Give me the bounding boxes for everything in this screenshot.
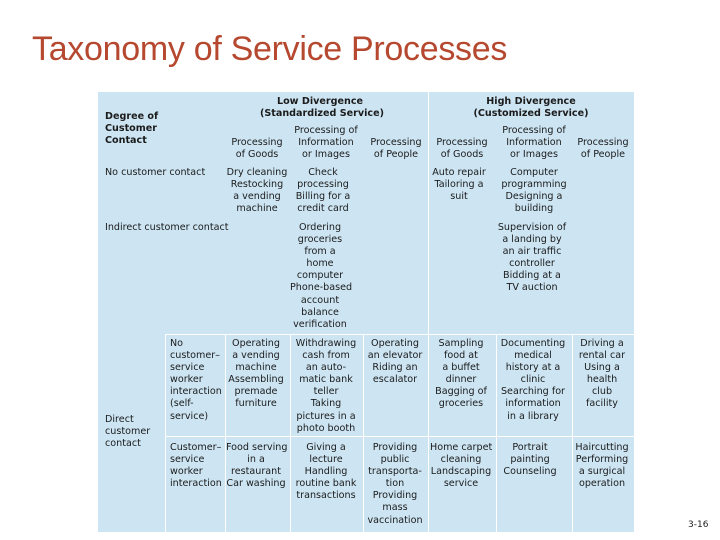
high-people-header: Processing of People xyxy=(577,137,629,161)
low-information-header: Processing of Information or Images xyxy=(294,125,358,161)
indirect-contact-row-label: Indirect customer contact xyxy=(105,222,229,233)
self-service-high-people: Driving a rental car Using a health club facility xyxy=(578,338,626,410)
taxonomy-table xyxy=(98,92,634,532)
no-contact-high-goods: Auto repair Tailoring a suit xyxy=(432,167,486,203)
no-contact-low-goods: Dry cleaning Restocking a vending machine xyxy=(226,167,288,215)
interaction-low-goods: Food serving in a restaurant Car washing xyxy=(226,442,288,490)
low-people-header: Processing of People xyxy=(370,137,422,161)
interaction-high-goods: Home carpet cleaning Landscaping service xyxy=(430,442,493,490)
worker-interaction-label: Customer– service worker interaction xyxy=(170,442,222,490)
self-service-high-goods: Sampling food at a buffet dinner Bagging of groceries xyxy=(435,338,487,410)
interaction-high-info: Portrait painting Counseling xyxy=(503,442,557,478)
self-service-low-info: Withdrawing cash from an auto- matic bank teller Taking pictures in a photo booth xyxy=(295,338,357,434)
slide-title: Taxonomy of Service Processes xyxy=(32,30,508,68)
high-divergence-header: High Divergence (Customized Service) xyxy=(473,96,589,120)
self-service-low-people: Operating an elevator Riding an escalator xyxy=(367,338,423,386)
direct-contact-row-label: Direct customer contact xyxy=(105,414,151,450)
page-number: 3-16 xyxy=(688,520,709,530)
indirect-high-info: Supervision of a landing by an air traffic controller Bidding at a TV auction xyxy=(497,222,567,294)
interaction-high-people: Haircutting Performing a surgical operation xyxy=(575,442,629,490)
interaction-low-people: Providing public transporta- tion Providing mass vaccination xyxy=(367,442,423,526)
no-contact-high-info: Computer programming Designing a building xyxy=(501,167,567,215)
self-service-low-goods: Operating a vending machine Assembling premade furniture xyxy=(228,338,284,410)
low-divergence-header: Low Divergence (Standardized Service) xyxy=(260,96,384,120)
high-information-header: Processing of Information or Images xyxy=(502,125,566,161)
self-service-high-info: Documenting medical history at a clinic Searching for information in a library xyxy=(500,338,566,422)
subrow-label-divider xyxy=(165,334,166,532)
indirect-low-info: Ordering groceries from a home computer Phone-based account balance verification xyxy=(290,222,353,330)
low-goods-header: Processing of Goods xyxy=(231,137,283,161)
degree-of-contact-header: Degree of Customer Contact xyxy=(105,111,159,147)
no-contact-row-label: No customer contact xyxy=(105,167,206,178)
worker-interaction-line xyxy=(165,436,634,437)
direct-contact-top-line xyxy=(165,334,634,335)
no-contact-low-info: Check processing Billing for a credit card xyxy=(295,167,351,215)
no-worker-interaction-label: No customer– service worker interaction (self- service) xyxy=(170,338,222,422)
interaction-low-info: Giving a lecture Handling routine bank transactions xyxy=(295,442,357,502)
high-goods-header: Processing of Goods xyxy=(436,137,488,161)
